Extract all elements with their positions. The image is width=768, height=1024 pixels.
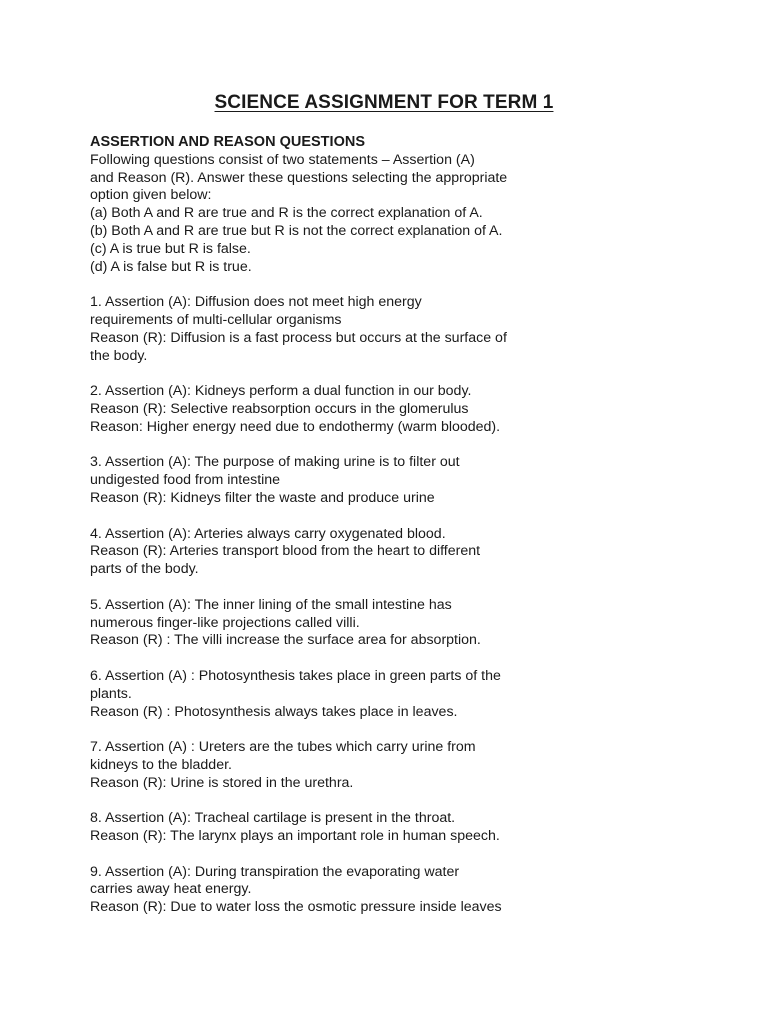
option-b: (b) Both A and R are true but R is not the correct explanation of A.	[90, 222, 503, 239]
question-8	[90, 810, 550, 846]
question-7	[90, 739, 550, 792]
question-line: Reason (R) : Photosynthesis always takes place in leaves.	[90, 703, 458, 720]
question-6	[90, 668, 550, 721]
question-line: kidneys to the bladder.	[90, 756, 232, 773]
question-line: parts of the body.	[90, 561, 199, 578]
question-line: Reason: Higher energy need due to endothermy (warm blooded).	[90, 418, 501, 435]
question-line: 7. Assertion (A) : Ureters are the tubes which carry urine from	[90, 739, 476, 756]
instruction-line: and Reason (R). Answer these questions selecting the appropriate	[90, 169, 508, 186]
question-line: 2. Assertion (A): Kidneys perform a dual function in our body.	[90, 383, 472, 400]
question-line: carries away heat energy.	[90, 881, 252, 898]
question-line: Reason (R): Diffusion is a fast process but occurs at the surface of	[90, 329, 507, 346]
document-body	[90, 134, 550, 917]
question-line: 9. Assertion (A): During transpiration the evaporating water	[90, 863, 460, 880]
question-line: Reason (R): Due to water loss the osmotic pressure inside leaves	[90, 899, 502, 916]
option-a: (a) Both A and R are true and R is the correct explanation of A.	[90, 205, 483, 222]
question-line: 4. Assertion (A): Arteries always carry oxygenated blood.	[90, 525, 446, 542]
question-line: Reason (R) : The villi increase the surface area for absorption.	[90, 632, 481, 649]
instructions-block	[90, 152, 550, 277]
question-line: Reason (R): Selective reabsorption occurs in the glomerulus	[90, 400, 469, 417]
option-d: (d) A is false but R is true.	[90, 258, 252, 275]
question-line: 6. Assertion (A) : Photosynthesis takes place in green parts of the	[90, 667, 501, 684]
question-line: Reason (R): Urine is stored in the urethra.	[90, 774, 354, 791]
option-c: (c) A is true but R is false.	[90, 240, 251, 257]
question-line: 3. Assertion (A): The purpose of making urine is to filter out	[90, 454, 460, 471]
question-line: plants.	[90, 685, 132, 702]
instruction-line: Following questions consist of two statements – Assertion (A)	[90, 151, 475, 168]
question-line: 5. Assertion (A): The inner lining of the small intestine has	[90, 596, 452, 613]
question-line: Reason (R): Arteries transport blood from the heart to different	[90, 543, 481, 560]
question-line: Reason (R): Kidneys filter the waste and produce urine	[90, 489, 435, 506]
question-line: 8. Assertion (A): Tracheal cartilage is present in the throat.	[90, 810, 456, 827]
section-heading: ASSERTION AND REASON QUESTIONS	[90, 134, 365, 150]
question-5	[90, 597, 550, 650]
question-line: requirements of multi-cellular organisms	[90, 311, 342, 328]
page-title: SCIENCE ASSIGNMENT FOR TERM 1	[214, 92, 554, 113]
question-line: 1. Assertion (A): Diffusion does not meet high energy	[90, 294, 422, 311]
question-3	[90, 454, 550, 507]
question-9	[90, 864, 550, 917]
question-4	[90, 526, 550, 579]
question-line: numerous finger-like projections called villi.	[90, 614, 360, 631]
question-line: undigested food from intestine	[90, 472, 281, 489]
question-2	[90, 383, 550, 436]
question-1	[90, 294, 550, 365]
instruction-line: option given below:	[90, 187, 212, 204]
question-line: Reason (R): The larynx plays an important role in human speech.	[90, 828, 500, 845]
question-line: the body.	[90, 347, 148, 364]
